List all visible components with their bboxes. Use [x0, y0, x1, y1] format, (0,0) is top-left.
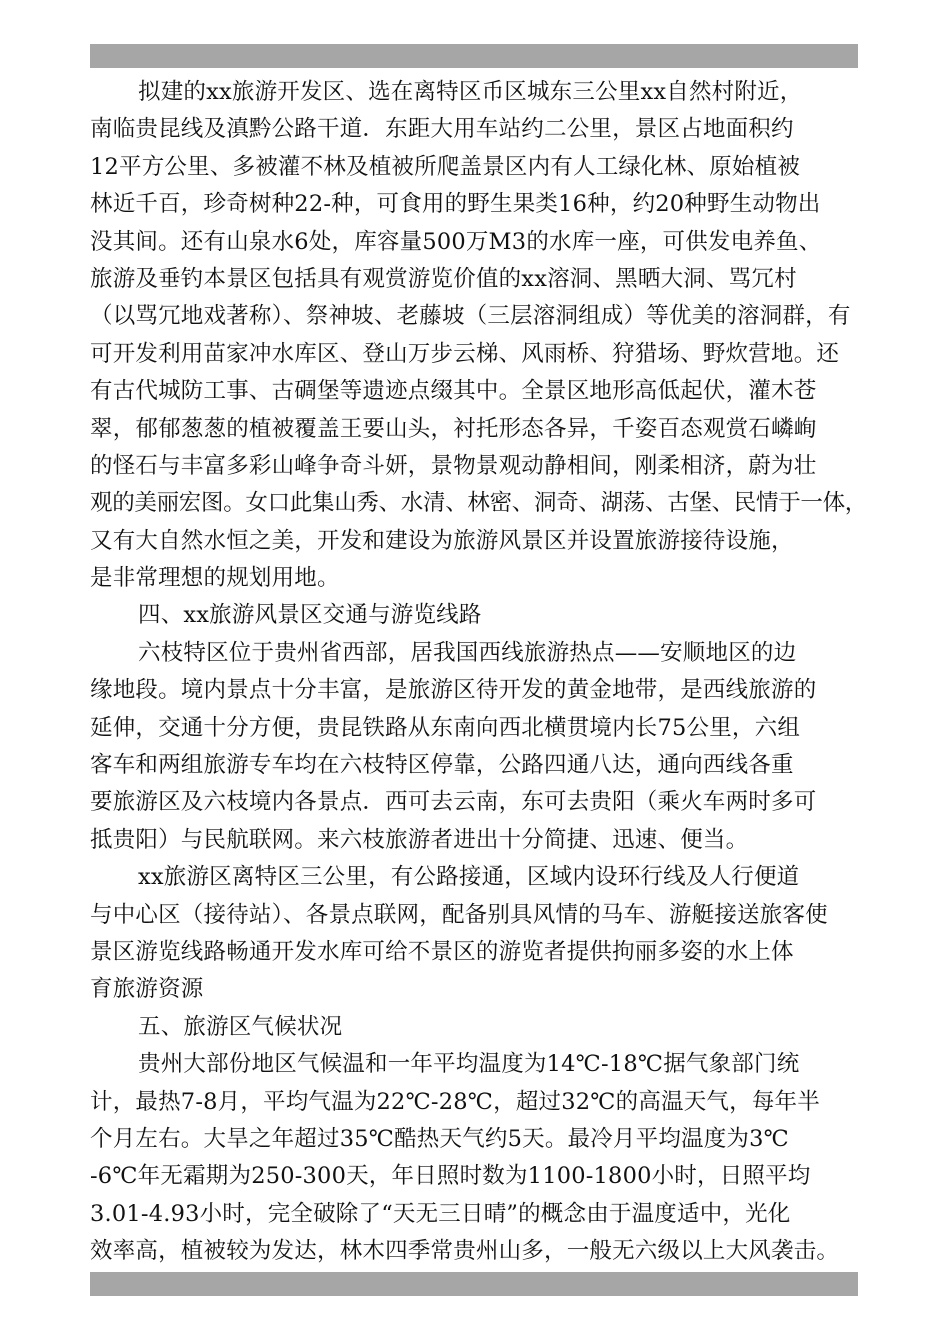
text-line: 观的美丽宏图。女口此集山秀、水清、林密、洞奇、湖荡、古堡、民情于一体， [90, 490, 868, 517]
text-line: 有古代城防工事、古碉堡等遗迹点缀其中。全景区地形高低起伏，灌木苍 [90, 378, 817, 405]
text-line: 景区游览线路畅通开发水库可给不景区的游览者提供拘丽多姿的水上体 [90, 938, 794, 965]
text-line: 四、xx旅游风景区交通与游览线路 [138, 602, 482, 629]
text-line: 可开发利用苗家冲水库区、登山万步云梯、风雨桥、狩猎场、野炊营地。还 [90, 340, 840, 367]
text-line: 缘地段。境内景点十分丰富，是旅游区待开发的黄金地带，是西线旅游的 [90, 677, 817, 704]
footer-bar [90, 1272, 858, 1296]
text-line: 是非常理想的规划用地。 [90, 565, 340, 592]
text-line: 延伸，交通十分方便，贵昆铁路从东南向西北横贯境内长75公里，六组 [90, 714, 801, 741]
text-line: 抵贵阳）与民航联网。来六枝旅游者进出十分简捷、迅速、便当。 [90, 826, 749, 853]
text-line: 没其间。还有山泉水6处，库容量500万M3的水库一座，可供发电养鱼、 [90, 228, 822, 255]
text-line: 个月左右。大旱之年超过35℃酷热天气约5天。最冷月平均温度为3℃ [90, 1125, 790, 1152]
text-line: 育旅游资源 [90, 976, 204, 1003]
text-line: 3.01-4.93小时，完全破除了“天无三日晴”的概念由于温度适中，光化 [90, 1200, 791, 1227]
text-line: 五、旅游区气候状况 [138, 1013, 343, 1040]
text-line: 的怪石与丰富多彩山峰争奇斗妍，景物景观动静相间，刚柔相济，蔚为壮 [90, 452, 817, 479]
text-line: （以骂冗地戏著称）、祭神坡、老藤坡（三层溶洞组成）等优美的溶洞群，有 [90, 303, 851, 330]
text-line: 与中心区（接待站）、各景点联网，配备别具风情的马车、游艇接送旅客使 [90, 901, 828, 928]
text-line: -6℃年无霜期为250-300天，年日照时数为1100-1800小时，日照平均 [90, 1163, 811, 1190]
text-line: 12平方公里、多被灌不林及植被所爬盖景区内有人工绿化林、原始植被 [90, 153, 801, 180]
text-line: 南临贵昆线及滇黔公路干道．东距大用车站约二公里，景区占地面积约 [90, 116, 794, 143]
text-line: 翠，郁郁葱葱的植被覆盖王要山头，衬托形态各异，千姿百态观赏石嶙峋 [90, 415, 817, 442]
header-bar [90, 44, 858, 68]
text-line: 计，最热7-8月，平均气温为22℃-28℃，超过32℃的高温天气，每年半 [90, 1088, 820, 1115]
text-line: 效率高，植被较为发达，林木四季常贵州山多，一般无六级以上大风袭击。 [90, 1238, 840, 1265]
text-line: xx旅游区离特区三公里，有公路接通，区域内设环行线及人行便道 [138, 864, 800, 891]
text-line: 拟建的xx旅游开发区、选在离特区币区城东三公里xx自然村附近， [138, 79, 803, 105]
text-line: 林近千百，珍奇树种22-种，可食用的野生果类16种，约20种野生动物出 [90, 191, 821, 218]
text-line: 客车和两组旅游专车均在六枝特区停靠，公路四通八达，通向西线各重 [90, 752, 794, 779]
text-line: 六枝特区位于贵州省西部，居我国西线旅游热点——安顺地区的边 [138, 639, 797, 666]
text-line: 旅游及垂钓本景区包括具有观赏游览价值的xx溶洞、黑晒大洞、骂冗村 [90, 265, 797, 292]
text-line: 要旅游区及六枝境内各景点．西可去云南，东可去贵阳（乘火车两时多可 [90, 789, 817, 816]
text-line: 又有大自然水恒之美，开发和建设为旅游风景区并设置旅游接待设施， [90, 527, 794, 554]
document-body [90, 74, 870, 1271]
text-line: 贵州大部份地区气候温和一年平均温度为14℃-18℃据气象部门统 [138, 1051, 800, 1078]
